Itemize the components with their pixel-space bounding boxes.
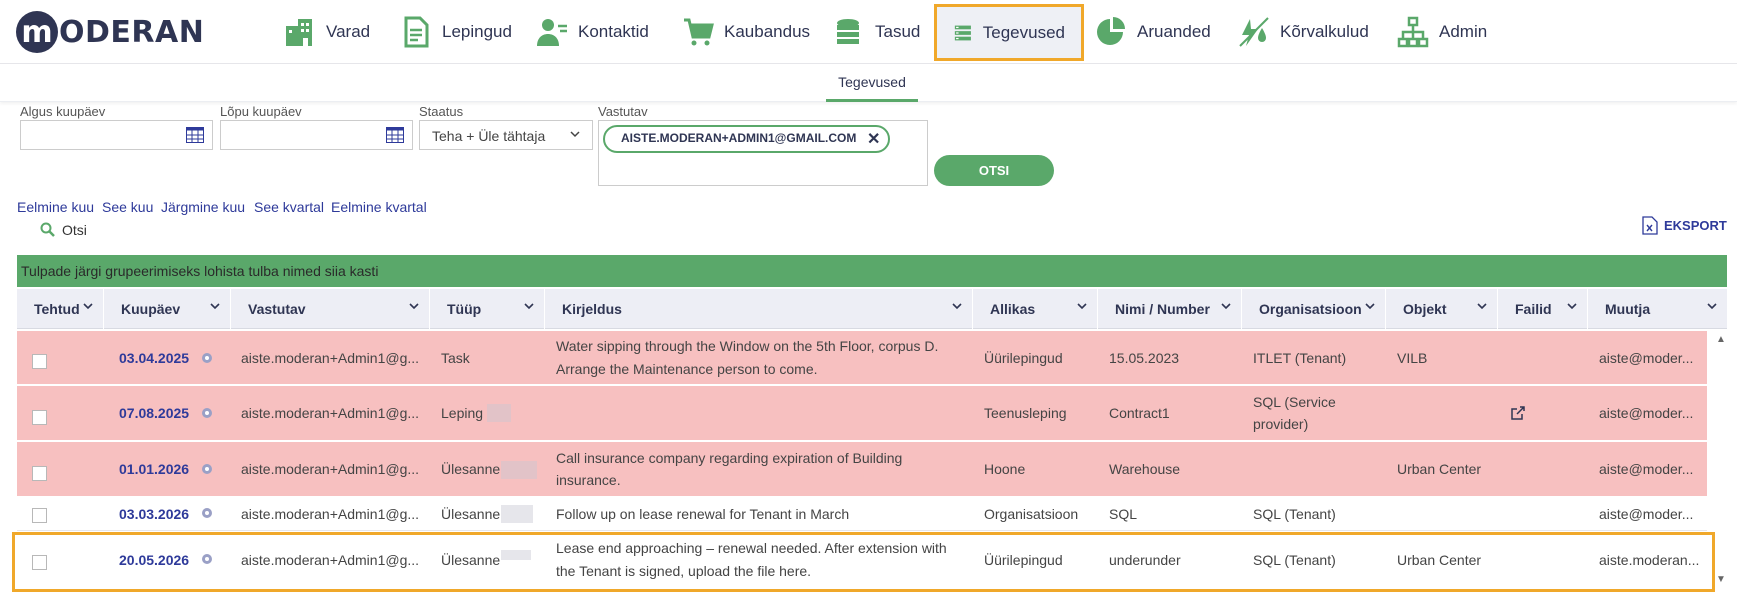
search-link[interactable] <box>40 222 87 238</box>
gear-icon[interactable] <box>200 462 214 476</box>
column-kuupaev[interactable] <box>104 289 231 329</box>
row-type: Leping <box>441 405 484 421</box>
table-row[interactable] <box>17 386 1707 441</box>
start-date-label: Algus kuupäev <box>20 104 106 119</box>
search-button[interactable]: OTSI <box>934 155 1054 186</box>
export-button[interactable] <box>1642 216 1727 235</box>
row-organisation: ITLET (Tenant) <box>1253 350 1347 366</box>
nav-admin[interactable] <box>1397 6 1487 58</box>
row-name-number: Contract1 <box>1109 405 1170 421</box>
column-objekt[interactable] <box>1386 289 1498 329</box>
link-previous-month[interactable]: Eelmine kuu <box>17 199 95 215</box>
row-name-number: Warehouse <box>1109 461 1181 477</box>
nav-tegevused[interactable] <box>934 4 1084 61</box>
row-date[interactable]: 07.08.2025 <box>119 405 190 421</box>
nav-label: Kaubandus <box>724 22 811 41</box>
row-responsible: aiste.moderan+Admin1@g... <box>241 461 420 477</box>
chevron-down-icon[interactable] <box>524 302 534 310</box>
column-organisatsioon[interactable] <box>1242 289 1386 329</box>
row-date[interactable]: 20.05.2026 <box>119 552 190 568</box>
nav-label: Lepingud <box>442 22 512 41</box>
row-responsible: aiste.moderan+Admin1@g... <box>241 552 420 568</box>
chevron-down-icon[interactable] <box>1477 302 1487 310</box>
link-previous-quarter[interactable]: Eelmine kvartal <box>331 199 427 215</box>
row-object: Urban Center <box>1397 461 1482 477</box>
pie-chart-icon <box>1095 16 1127 48</box>
done-checkbox[interactable] <box>32 354 47 369</box>
end-date-input[interactable] <box>220 120 413 150</box>
nav-aruanded[interactable] <box>1095 6 1211 58</box>
row-source: Teenusleping <box>984 405 1067 421</box>
column-tuup[interactable] <box>430 289 545 329</box>
nav-label: Aruanded <box>1137 22 1211 41</box>
row-name-number: 15.05.2023 <box>1109 350 1180 366</box>
column-tehtud[interactable] <box>17 289 104 329</box>
nav-korvalkulud[interactable] <box>1238 6 1369 58</box>
excel-file-icon <box>1642 216 1658 235</box>
chip-label: AISTE.MODERAN+ADMIN1@GMAIL.COM <box>621 131 857 145</box>
start-date-input[interactable] <box>20 120 213 150</box>
link-this-month[interactable]: See kuu <box>102 199 154 215</box>
chevron-down-icon[interactable] <box>1567 302 1577 310</box>
table-row[interactable] <box>17 533 1707 589</box>
row-modifier: aiste@moder... <box>1599 350 1694 366</box>
chevron-down-icon[interactable] <box>1077 302 1087 310</box>
link-next-month[interactable]: Järgmine kuu <box>161 199 246 215</box>
search-icon <box>40 222 56 238</box>
search-link-label: Otsi <box>62 222 87 238</box>
calendar-icon[interactable] <box>386 127 404 143</box>
table-row[interactable] <box>17 498 1707 531</box>
column-muutja[interactable] <box>1588 289 1727 329</box>
group-drop-zone[interactable]: Tulpade järgi grupeerimiseks lohista tulba nimed siia kasti <box>17 255 1727 287</box>
calendar-icon[interactable] <box>186 127 204 143</box>
nav-label: Varad <box>326 22 371 41</box>
row-source: Üürilepingud <box>984 350 1063 366</box>
done-checkbox[interactable] <box>32 410 47 425</box>
column-label: Kirjeldus <box>562 301 622 317</box>
column-kirjeldus[interactable] <box>545 289 973 329</box>
column-label: Nimi / Number <box>1115 301 1210 317</box>
export-label: EKSPORT <box>1664 218 1727 233</box>
contacts-icon <box>536 16 568 48</box>
column-label: Objekt <box>1403 301 1447 317</box>
row-responsible: aiste.moderan+Admin1@g... <box>241 506 420 522</box>
row-modifier: aiste@moder... <box>1599 506 1694 522</box>
org-chart-icon <box>1397 16 1429 48</box>
chevron-down-icon[interactable] <box>952 302 962 310</box>
scroll-down-arrow[interactable]: ▼ <box>1716 574 1726 585</box>
gear-icon[interactable] <box>200 552 214 566</box>
row-description-line2: insurance. <box>556 472 621 488</box>
row-description-line1: Call insurance company regarding expiration of Building <box>556 450 903 466</box>
top-navigation <box>0 0 1737 64</box>
column-failid[interactable] <box>1498 289 1588 329</box>
document-icon <box>400 16 432 48</box>
nav-label: Kõrvalkulud <box>1280 22 1369 41</box>
column-vastutav[interactable] <box>231 289 430 329</box>
nav-kaubandus[interactable] <box>682 6 810 58</box>
column-label: Allikas <box>990 301 1036 317</box>
row-organisation: SQL (Tenant) <box>1253 552 1336 568</box>
column-label: Tüüp <box>447 301 482 317</box>
row-description-line2: the Tenant is signed, upload the file here. <box>556 563 812 579</box>
row-responsible: aiste.moderan+Admin1@g... <box>241 405 420 421</box>
row-type: Ülesanne <box>441 506 501 522</box>
table-header <box>17 289 1727 329</box>
redacted-block <box>501 505 533 523</box>
gear-icon[interactable] <box>200 506 214 520</box>
gear-icon[interactable] <box>200 406 214 420</box>
row-organisation-line2: provider) <box>1253 416 1309 432</box>
chevron-down-icon[interactable] <box>1365 302 1375 310</box>
row-source: Üürilepingud <box>984 552 1063 568</box>
row-date[interactable]: 03.03.2026 <box>119 506 190 522</box>
row-modifier: aiste.moderan... <box>1599 552 1700 568</box>
row-description-line1: Follow up on lease renewal for Tenant in March <box>556 506 850 522</box>
sub-tabs <box>0 64 1737 102</box>
row-organisation-line1: SQL (Service <box>1253 394 1336 410</box>
done-checkbox[interactable] <box>32 508 47 523</box>
table-row[interactable] <box>17 442 1707 497</box>
chevron-down-icon <box>570 130 580 138</box>
scroll-up-arrow[interactable]: ▲ <box>1716 334 1726 345</box>
status-value: Teha + Üle tähtaja <box>432 128 546 144</box>
chevron-down-icon[interactable] <box>210 302 220 310</box>
tab-tegevused[interactable]: Tegevused <box>826 74 918 102</box>
responsible-label: Vastutav <box>598 104 648 119</box>
row-organisation: SQL (Tenant) <box>1253 506 1336 522</box>
row-modifier: aiste@moder... <box>1599 461 1694 477</box>
redacted-block <box>501 550 531 560</box>
column-label: Muutja <box>1605 301 1651 317</box>
logo-mark: m <box>16 11 58 53</box>
end-date-label: Lõpu kuupäev <box>220 104 302 119</box>
row-source: Organisatsioon <box>984 506 1079 522</box>
moderan-logo[interactable] <box>16 10 204 54</box>
row-description-line1: Lease end approaching – renewal needed. After extension with <box>556 540 947 556</box>
row-object: VILB <box>1397 350 1428 366</box>
nav-kontaktid[interactable] <box>536 6 649 58</box>
redacted-block <box>501 461 537 479</box>
row-type: Task <box>441 350 470 366</box>
row-name-number: SQL <box>1109 506 1138 522</box>
nav-label: Admin <box>1439 22 1488 41</box>
close-icon[interactable]: ✕ <box>866 131 881 148</box>
column-label: Kuupäev <box>121 301 181 317</box>
redacted-block <box>487 404 511 422</box>
chevron-down-icon[interactable] <box>1707 302 1717 310</box>
status-select[interactable] <box>419 120 593 150</box>
column-label: Failid <box>1515 301 1552 317</box>
cart-icon <box>682 16 714 48</box>
row-source: Hoone <box>984 461 1026 477</box>
done-checkbox[interactable] <box>32 466 47 481</box>
nav-label: Tasud <box>875 22 921 41</box>
responsible-chip <box>603 125 890 153</box>
status-label: Staatus <box>419 104 464 119</box>
tasks-icon <box>953 17 973 49</box>
chevron-down-icon[interactable] <box>83 302 93 310</box>
done-checkbox[interactable] <box>32 555 47 570</box>
chevron-down-icon[interactable] <box>1221 302 1231 310</box>
coins-icon <box>833 16 865 48</box>
column-label: Tehtud <box>34 301 80 317</box>
link-this-quarter[interactable]: See kvartal <box>254 199 325 215</box>
responsible-multiselect[interactable] <box>598 120 928 186</box>
column-label: Vastutav <box>248 301 306 317</box>
chevron-down-icon[interactable] <box>409 302 419 310</box>
nav-varad[interactable] <box>284 6 370 58</box>
nav-label: Kontaktid <box>578 22 649 41</box>
utilities-icon <box>1238 16 1270 48</box>
row-modifier: aiste@moder... <box>1599 405 1694 421</box>
nav-lepingud[interactable] <box>400 6 512 58</box>
row-description-line1: Water sipping through the Window on the 5th Floor, corpus D. <box>556 338 939 354</box>
row-object: Urban Center <box>1397 552 1482 568</box>
nav-label: Tegevused <box>982 22 1065 42</box>
gear-icon[interactable] <box>200 351 214 365</box>
logo-text: ODERAN <box>59 14 205 50</box>
row-name-number: underunder <box>1109 552 1181 568</box>
row-responsible: aiste.moderan+Admin1@g... <box>241 350 420 366</box>
nav-tasud[interactable] <box>833 6 920 58</box>
row-date[interactable]: 03.04.2025 <box>119 350 190 366</box>
column-allikas[interactable] <box>973 289 1098 329</box>
row-date[interactable]: 01.01.2026 <box>119 461 190 477</box>
row-type: Ülesanne <box>441 461 501 477</box>
column-nimi-number[interactable] <box>1098 289 1242 329</box>
external-link-icon[interactable] <box>1511 406 1525 420</box>
buildings-icon <box>284 16 316 48</box>
column-label: Organisatsioon <box>1259 301 1362 317</box>
row-type: Ülesanne <box>441 552 501 568</box>
table-row[interactable] <box>17 331 1707 385</box>
row-description-line2: Arrange the Maintenance person to come. <box>556 361 818 377</box>
